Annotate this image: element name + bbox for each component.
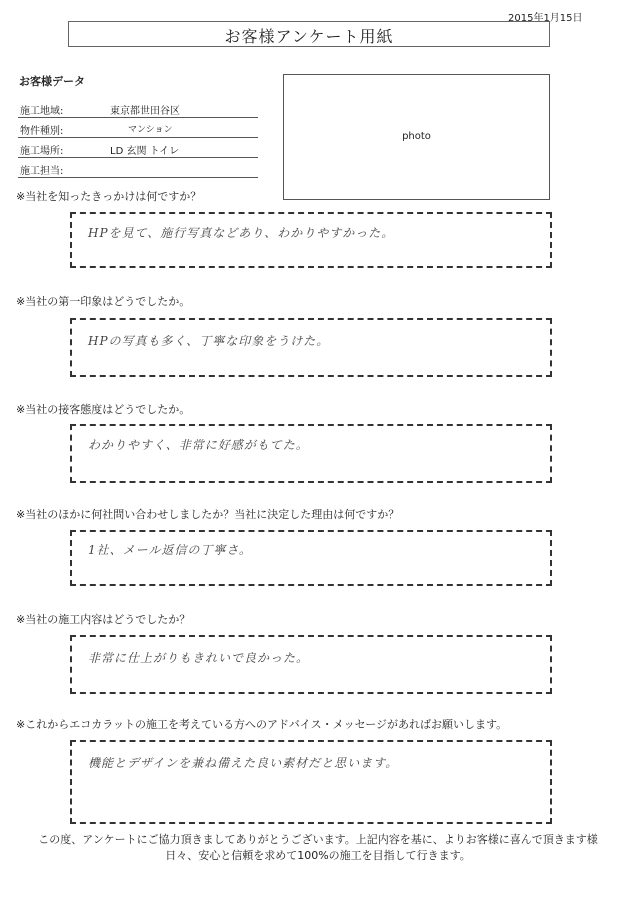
title-box xyxy=(68,21,550,47)
info-label: 施工地域: xyxy=(20,106,64,117)
answer-1: HPを見て、施行写真などあり、わかりやすかった。 xyxy=(88,226,395,240)
question-5: ※当社の施工内容はどうでしたか？ xyxy=(16,613,191,626)
answer-box-4 xyxy=(70,530,552,586)
question-4: ※当社のほかに何社問い合わせしましたか？当社に決定した理由は何ですか？ xyxy=(16,508,400,521)
info-label: 施工場所: xyxy=(20,146,64,157)
question-3: ※当社の接客態度はどうでしたか。 xyxy=(16,403,191,416)
page-title: お客様アンケート用紙 xyxy=(224,27,394,46)
answer-2: HPの写真も多く、丁寧な印象をうけた。 xyxy=(88,334,330,348)
info-row-staff xyxy=(18,160,258,178)
info-value: LD 玄関 トイレ xyxy=(110,146,180,157)
photo-placeholder xyxy=(283,74,550,200)
info-row-area xyxy=(18,100,258,118)
answer-box-1 xyxy=(70,212,552,268)
question-1: ※当社を知ったきっかけは何ですか？ xyxy=(16,190,202,203)
answer-4: 1社、メール返信の丁寧さ。 xyxy=(88,543,252,557)
question-6: ※これからエコカラットの施工を考えている方へのアドバイス・メッセージがあればお願いします。 xyxy=(16,718,508,731)
answer-6: 機能とデザインを兼ね備えた良い素材だと思います。 xyxy=(88,756,399,770)
info-row-place xyxy=(18,140,258,158)
answer-box-2 xyxy=(70,318,552,377)
info-value: マンション xyxy=(128,125,173,135)
answer-box-6 xyxy=(70,740,552,824)
survey-date: 2015年1月15日 xyxy=(508,13,583,24)
answer-box-5 xyxy=(70,635,552,694)
answer-5: 非常に仕上がりもきれいで良かった。 xyxy=(88,651,310,665)
footer-line-2: 日々、安心と信頼を求めて100%の施工を目指して行きます。 xyxy=(165,849,471,862)
footer-line-1: この度、アンケートにご協力頂きましてありがとうございます。上記内容を基に、よりお客様に喜んで頂きます様 xyxy=(38,833,598,846)
info-label: 施工担当: xyxy=(20,166,64,177)
question-2: ※当社の第一印象はどうでしたか。 xyxy=(16,295,191,308)
answer-3: わかりやすく、非常に好感がもてた。 xyxy=(88,438,309,452)
info-value: 東京都世田谷区 xyxy=(110,106,180,117)
answer-box-3 xyxy=(70,424,552,483)
customer-data-heading: お客様データ xyxy=(19,75,85,88)
photo-label: photo xyxy=(402,131,431,142)
info-label: 物件種別: xyxy=(20,126,64,137)
info-row-type xyxy=(18,120,258,138)
